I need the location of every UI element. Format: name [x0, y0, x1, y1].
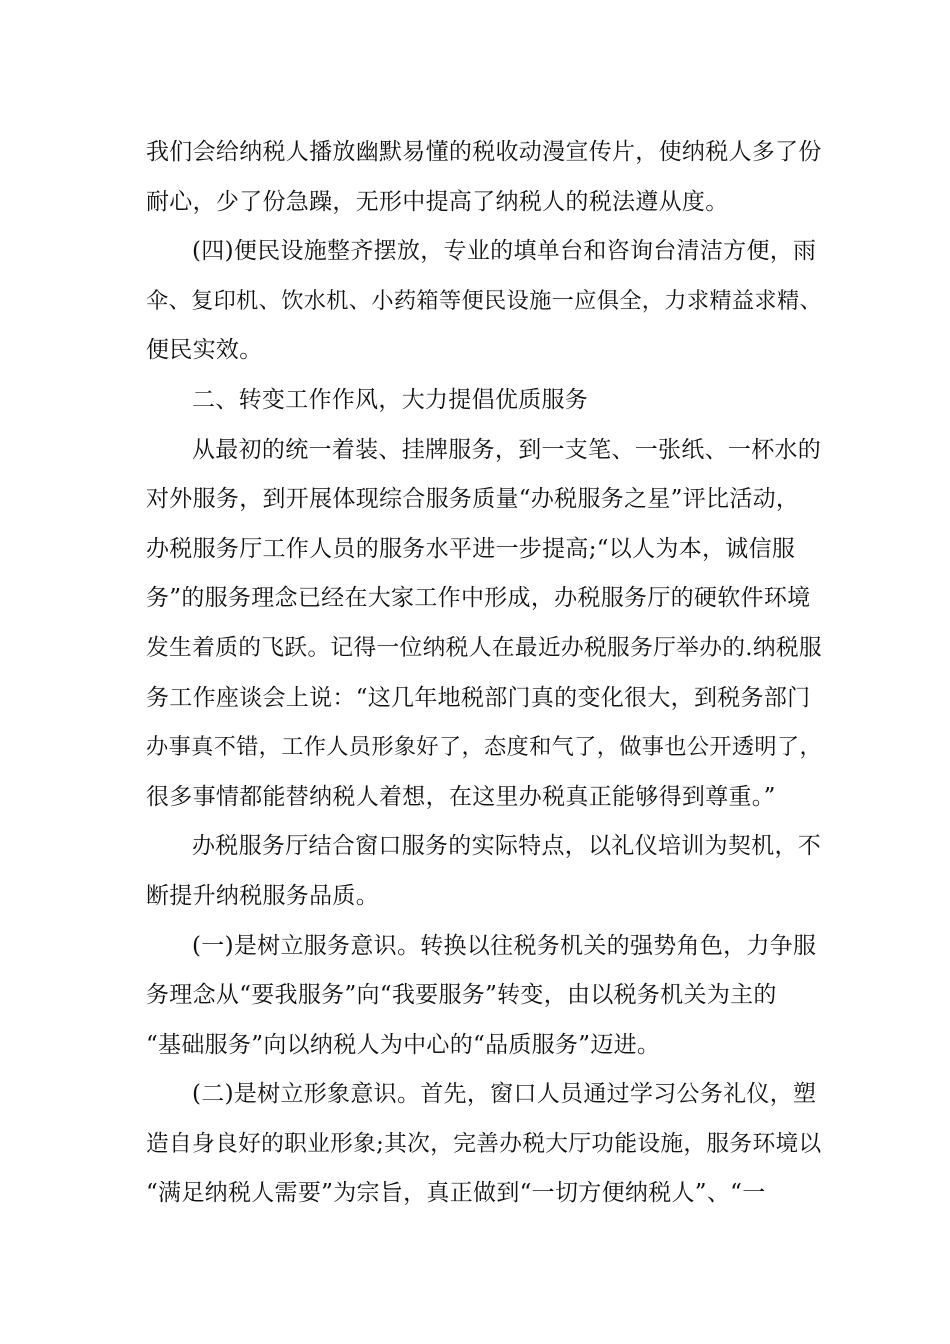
text-line: 务理念从“要我服务”向“我要服务”转变，由以税务机关为主的: [146, 982, 777, 1009]
text-line: 便民实效。: [146, 337, 263, 364]
text-line: “基础服务”向以纳税人为中心的“品质服务”迈进。: [146, 1031, 661, 1058]
text-line: 办税服务厅结合窗口服务的实际特点，以礼仪培训为契机，不: [192, 833, 822, 860]
text-line: 我们会给纳税人播放幽默易懂的税收动漫宣传片，使纳税人多了份: [146, 139, 822, 165]
text-line: 伞、复印机、饮水机、小药箱等便民设施一应俱全，力求精益求精、: [146, 287, 823, 314]
text-line: 二、转变工作作风，大力提倡优质服务: [192, 386, 589, 413]
text-line: (二)是树立形象意识。首先，窗口人员通过学习公务礼仪，塑: [192, 1081, 817, 1108]
document-body: [146, 128, 822, 1219]
text-line: 从最初的统一着装、挂牌服务，到一支笔、一张纸、一杯水的: [192, 436, 822, 463]
text-line: (四)便民设施整齐摆放，专业的填单台和咨询台清洁方便，雨: [192, 238, 817, 265]
text-line: 断提升纳税服务品质。: [146, 882, 379, 909]
text-line: 办税服务厅工作人员的服务水平进一步提高;“以人为本，诚信服: [146, 535, 796, 562]
text-line: 耐心，少了份急躁，无形中提高了纳税人的税法遵从度。: [146, 188, 729, 215]
text-line: 造自身良好的职业形象;其次，完善办税大厅功能设施，服务环境以: [146, 1130, 822, 1157]
text-line: 办事真不错，工作人员形象好了，态度和气了，做事也公开透明了，: [146, 734, 823, 761]
text-line: 对外服务，到开展体现综合服务质量“办税服务之星”评比活动，: [146, 486, 800, 513]
text-line: 发生着质的飞跃。记得一位纳税人在最近办税服务厅举办的.纳税服: [146, 634, 822, 661]
text-line: (一)是树立服务意识。转换以往税务机关的强势角色，力争服: [192, 932, 817, 959]
text-line: 很多事情都能替纳税人着想，在这里办税真正能够得到尊重。”: [146, 783, 776, 810]
text-line: 务工作座谈会上说：“这几年地税部门真的变化很大，到税务部门: [146, 684, 811, 711]
text-line: “满足纳税人需要”为宗旨，真正做到“一切方便纳税人”、“一: [146, 1180, 766, 1207]
text-line: 务”的服务理念已经在大家工作中形成，办税服务厅的硬软件环境: [146, 585, 811, 612]
